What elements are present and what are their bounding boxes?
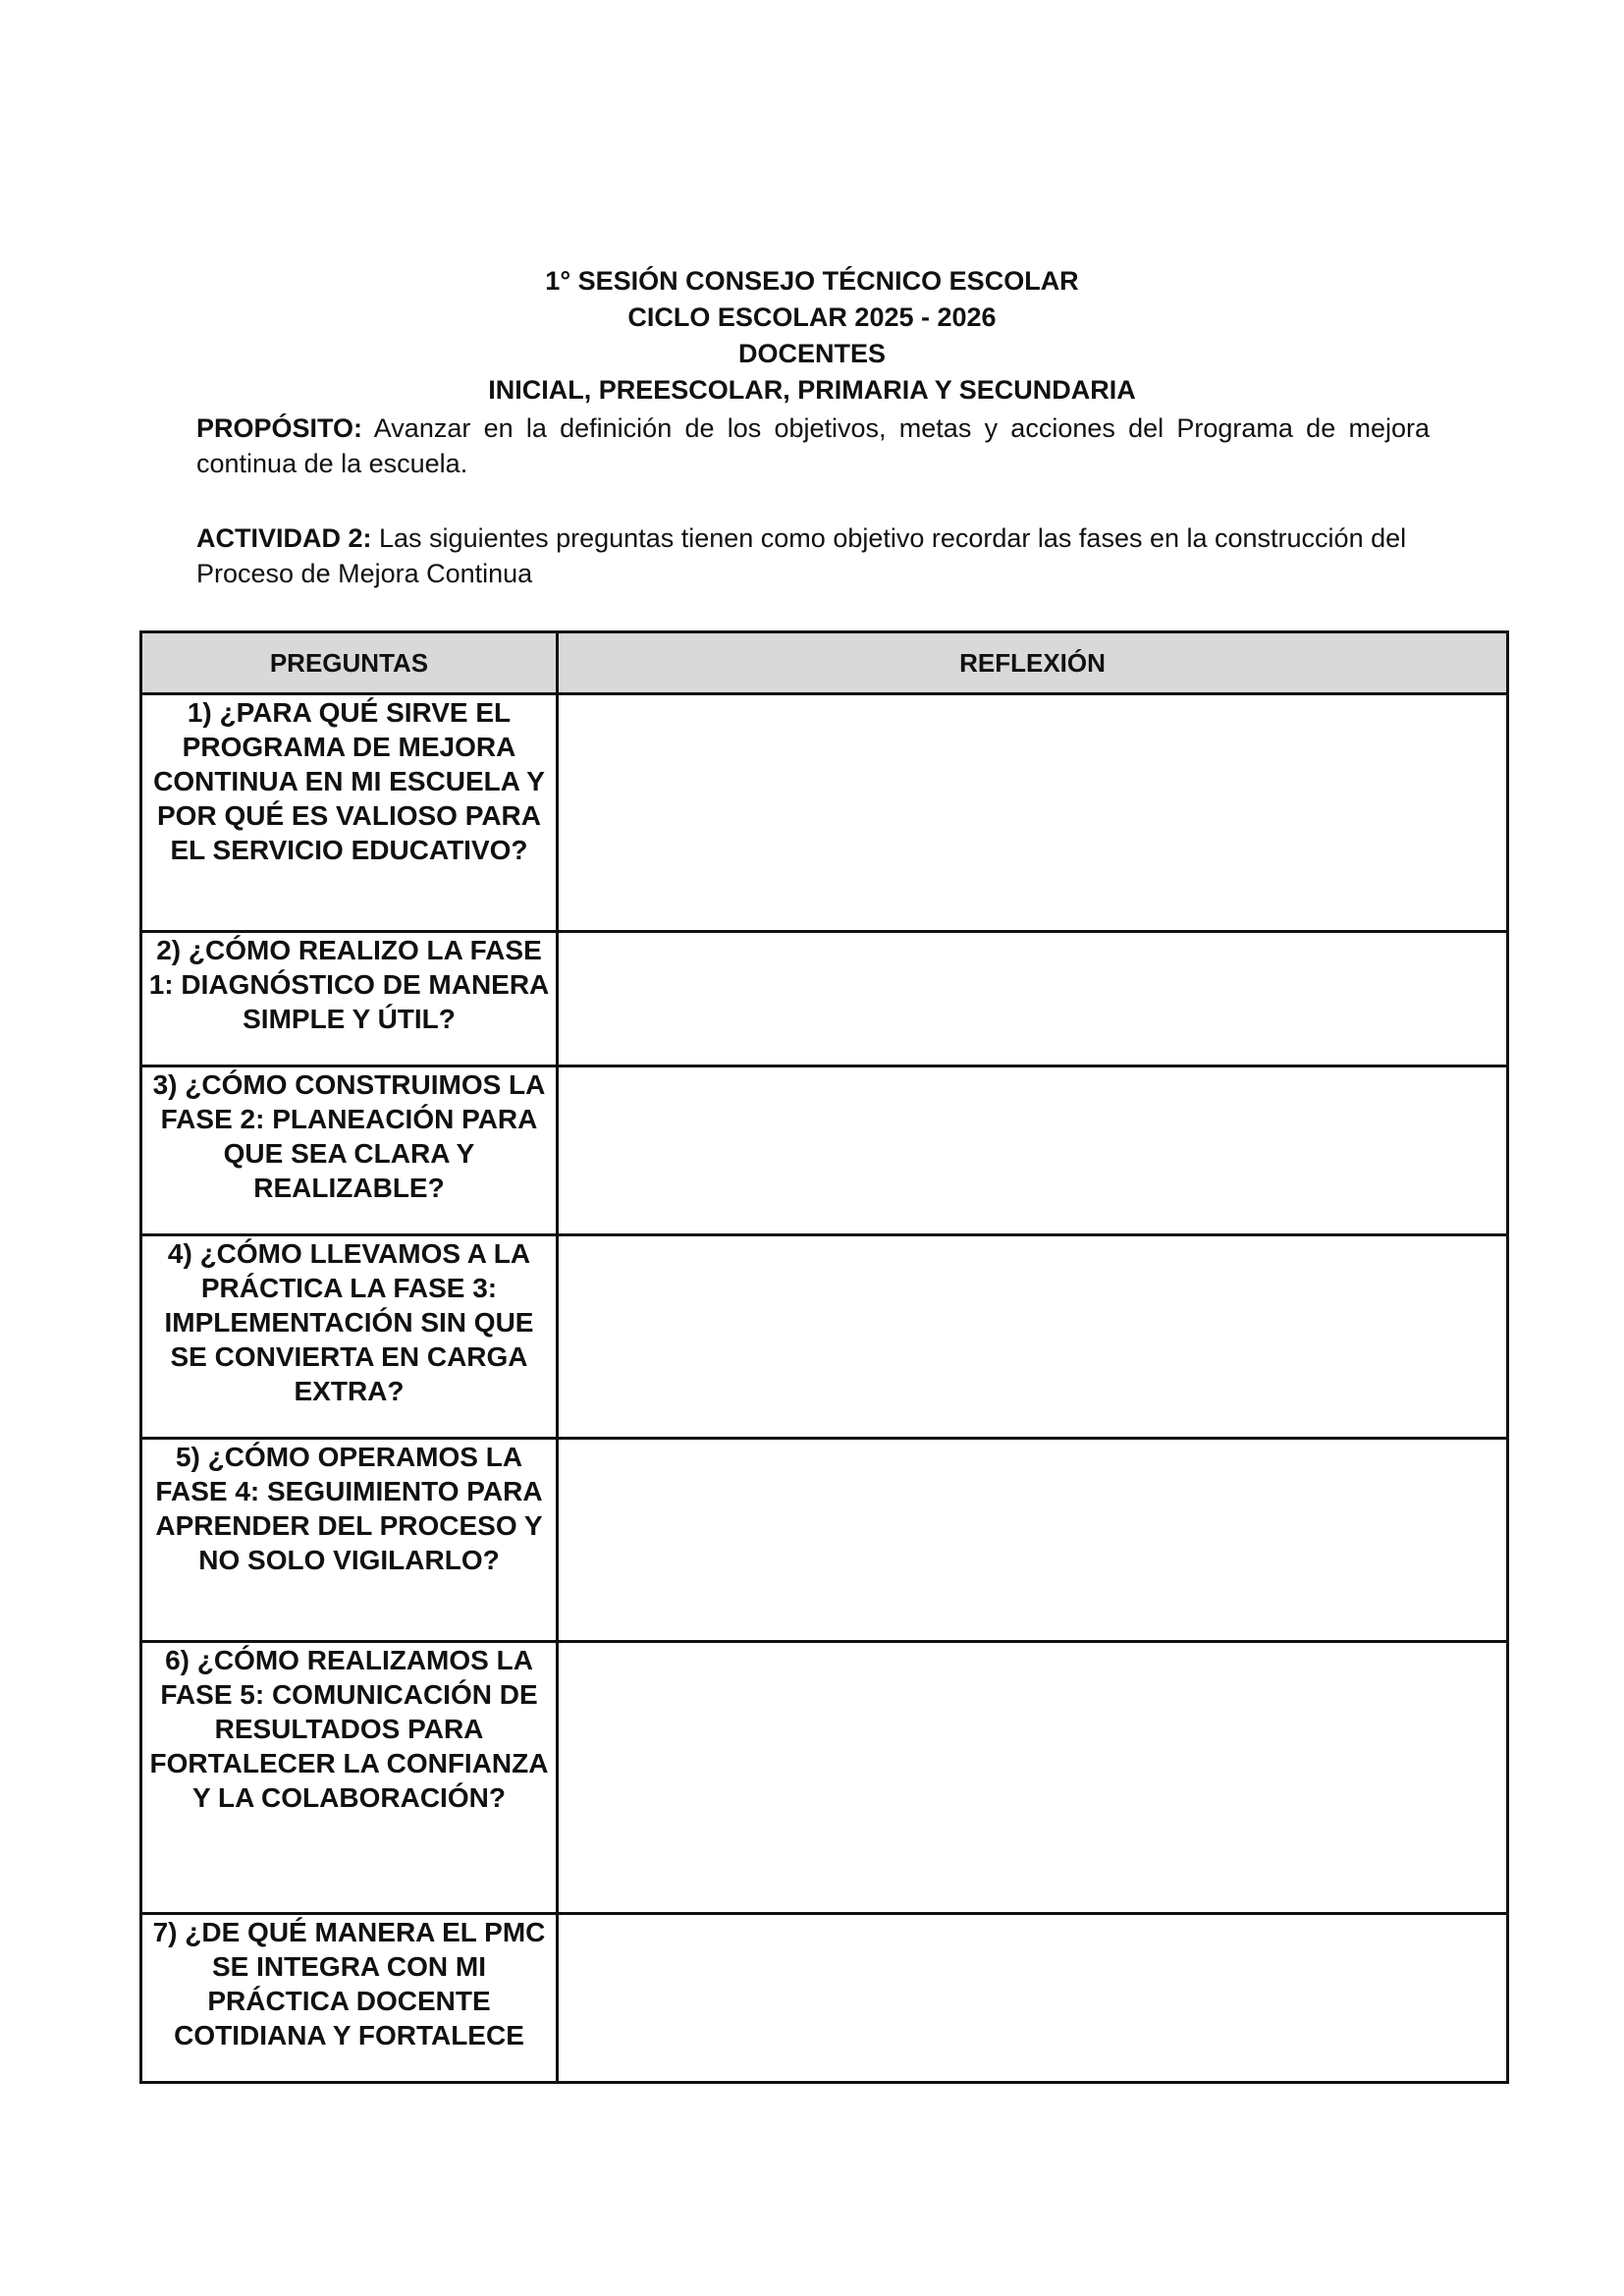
question-cell: 1) ¿PARA QUÉ SIRVE EL PROGRAMA DE MEJORA CONTINUA EN MI ESCUELA Y POR QUÉ ES VALIOSO PARA EL SERVICIO EDUCATIVO? xyxy=(141,694,558,932)
school-cycle: CICLO ESCOLAR 2025 - 2026 xyxy=(627,302,997,332)
question-cell: 6) ¿CÓMO REALIZAMOS LA FASE 5: COMUNICACIÓN DE RESULTADOS PARA FORTALECER LA CONFIANZA Y LA COLABORACIÓN? xyxy=(141,1642,558,1914)
column-header-reflection: REFLEXIÓN xyxy=(558,632,1508,694)
question-cell: 7) ¿DE QUÉ MANERA EL PMC SE INTEGRA CON MI PRÁCTICA DOCENTE COTIDIANA Y FORTALECE xyxy=(141,1914,558,2083)
reflection-cell[interactable] xyxy=(558,694,1508,932)
purpose-paragraph xyxy=(196,410,1430,481)
questions-table xyxy=(139,630,1509,2084)
purpose-label: PROPÓSITO: xyxy=(196,413,363,443)
table-header-row xyxy=(141,632,1508,694)
question-cell: 2) ¿CÓMO REALIZO LA FASE 1: DIAGNÓSTICO DE MANERA SIMPLE Y ÚTIL? xyxy=(141,932,558,1066)
audience: DOCENTES xyxy=(737,339,887,368)
document-header xyxy=(0,263,1624,409)
activity-text: Las siguientes preguntas tienen como objetivo recordar las fases en la construcción del Proceso de Mejora Continua xyxy=(196,523,1407,588)
table-row xyxy=(141,694,1508,932)
activity-label: ACTIVIDAD 2: xyxy=(196,523,372,553)
table-row xyxy=(141,1642,1508,1914)
reflection-cell[interactable] xyxy=(558,1235,1508,1439)
levels: INICIAL, PREESCOLAR, PRIMARIA Y SECUNDARIA xyxy=(488,375,1136,405)
reflection-cell[interactable] xyxy=(558,1914,1508,2083)
table-row xyxy=(141,1235,1508,1439)
reflection-cell[interactable] xyxy=(558,932,1508,1066)
table-row xyxy=(141,932,1508,1066)
column-header-questions: PREGUNTAS xyxy=(141,632,558,694)
table-row xyxy=(141,1914,1508,2083)
reflection-cell[interactable] xyxy=(558,1642,1508,1914)
session-title: 1° SESIÓN CONSEJO TÉCNICO ESCOLAR xyxy=(545,266,1079,296)
question-cell: 4) ¿CÓMO LLEVAMOS A LA PRÁCTICA LA FASE 3: IMPLEMENTACIÓN SIN QUE SE CONVIERTA EN CARGA EXTRA? xyxy=(141,1235,558,1439)
purpose-text: Avanzar en la definición de los objetivos, metas y acciones del Programa de mejora continua de la escuela. xyxy=(196,413,1430,478)
table-row xyxy=(141,1439,1508,1642)
reflection-cell[interactable] xyxy=(558,1439,1508,1642)
question-cell: 3) ¿CÓMO CONSTRUIMOS LA FASE 2: PLANEACIÓN PARA QUE SEA CLARA Y REALIZABLE? xyxy=(141,1066,558,1235)
activity-paragraph xyxy=(196,520,1430,591)
table-row xyxy=(141,1066,1508,1235)
question-cell: 5) ¿CÓMO OPERAMOS LA FASE 4: SEGUIMIENTO PARA APRENDER DEL PROCESO Y NO SOLO VIGILARLO? xyxy=(141,1439,558,1642)
reflection-cell[interactable] xyxy=(558,1066,1508,1235)
